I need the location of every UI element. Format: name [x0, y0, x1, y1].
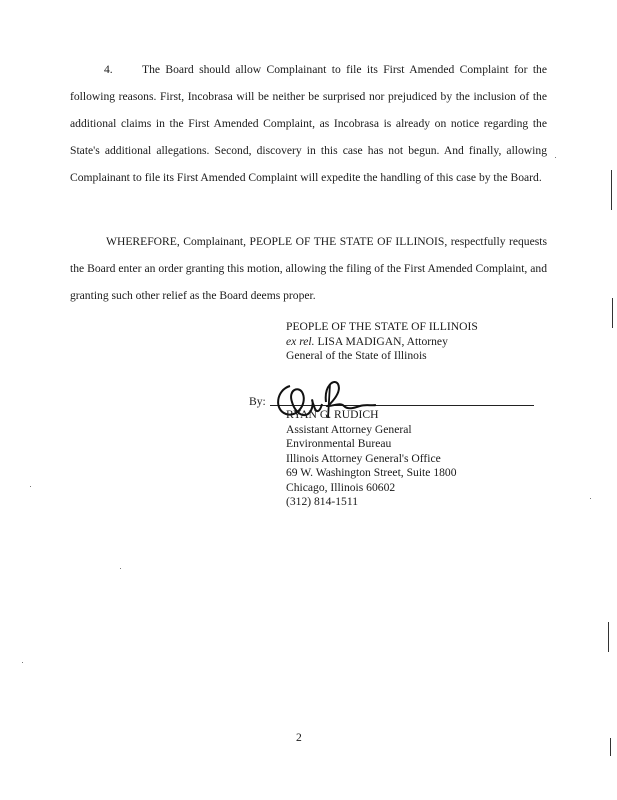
page-number: 2	[296, 731, 302, 744]
wherefore-paragraph	[70, 228, 547, 309]
wherefore-text: WHEREFORE, Complainant, PEOPLE OF THE STATE OF ILLINOIS, respectfully requests the Board enter an order granting this motion, allowing the filing of the First Amended Complaint, and granting such other relief as the Board deems proper.	[70, 235, 547, 302]
phone-number: (312) 814-1511	[286, 495, 359, 508]
scan-dot	[30, 486, 31, 487]
street-address: 69 W. Washington Street, Suite 1800	[286, 466, 457, 479]
bureau-name: Environmental Bureau	[286, 437, 392, 450]
scan-dot	[590, 498, 591, 499]
scan-mark	[608, 622, 609, 652]
scan-dot	[120, 568, 121, 569]
paragraph-number: 4.	[104, 63, 113, 76]
by-label: By:	[249, 395, 266, 408]
scan-mark	[611, 170, 612, 210]
scan-mark	[612, 298, 613, 328]
party-role: General of the State of Illinois	[286, 349, 427, 362]
scan-dot	[555, 157, 556, 158]
attorney-name: RYAN G. RUDICH	[286, 408, 379, 421]
city-address: Chicago, Illinois 60602	[286, 480, 396, 494]
signature-party-block	[286, 320, 478, 364]
scan-dot	[22, 662, 23, 663]
paragraph-4	[70, 56, 547, 191]
party-name: PEOPLE OF THE STATE OF ILLINOIS	[286, 320, 478, 333]
paragraph-4-text: The Board should allow Complainant to file its First Amended Complaint for the following reasons. First, Incobrasa will be neither be surprised nor prejudiced by the inclusion of the additional claims in the First Amended Complaint, as Incobrasa is already on notice regarding the State's additional allegations. Second, discovery in this case has not begun. And finally, allowing Complainant to file its First Amended Complaint will expedite the handling of this case by the Board.	[70, 63, 547, 184]
ex-rel-name: LISA MADIGAN, Attorney	[317, 334, 448, 348]
office-name: Illinois Attorney General's Office	[286, 451, 441, 465]
scan-mark	[610, 738, 611, 756]
attorney-block	[286, 408, 457, 510]
ex-rel-line	[286, 335, 478, 350]
ex-rel-prefix: ex rel.	[286, 334, 315, 348]
attorney-title: Assistant Attorney General	[286, 422, 412, 436]
